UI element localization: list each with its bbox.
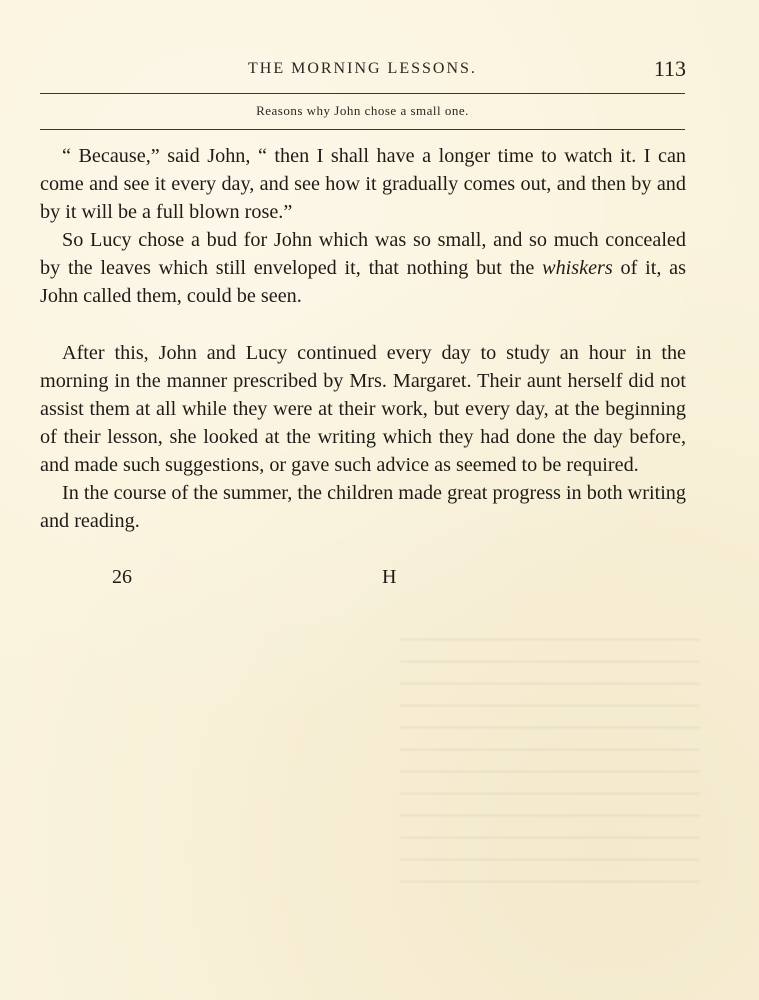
paragraph-4-text: In the course of the summer, the children made great progress in both writing and reading.: [40, 482, 686, 533]
paragraph-3: [40, 339, 686, 479]
paragraph-2-text-a: So Lucy chose a bud for John which was so small, and so much concealed by the leaves which still enveloped it, that nothing but the: [40, 229, 686, 280]
signature-number: 26: [112, 566, 132, 588]
paper-showthrough: [400, 620, 700, 900]
paragraph-3-text: After this, John and Lucy continued every day to study an hour in the morning in the manner prescribed by Mrs. Margaret. Their aunt herself did not assist them at all while they were at their work, but every day, at the beginning of their lesson, she looked at the writing which they had done the day before, and made such suggestions, or gave such advice as seemed to be required.: [40, 341, 686, 476]
paragraph-2-italic-word: whiskers: [542, 257, 613, 280]
paragraph-2: [40, 226, 686, 310]
body-text: [40, 142, 686, 535]
page-number: 113: [653, 56, 686, 81]
header-rule-top: [40, 93, 685, 94]
running-head: [40, 56, 686, 80]
signature-line: [40, 566, 686, 592]
running-title: THE MORNING LESSONS.: [248, 60, 477, 77]
marginal-note: Reasons why John chose a small one.: [256, 103, 469, 118]
paragraph-2-text-b: of it, as John called them, could be seen.: [40, 257, 686, 308]
signature-letter: H: [382, 566, 397, 588]
section-break: [40, 311, 686, 339]
paragraph-1-text: “ Because,” said John, “ then I shall have a longer time to watch it. I can come and see it every day, and see how it gradually comes out, and then by and by it will be a full blown rose.”: [40, 145, 686, 224]
paragraph-1: [40, 142, 686, 226]
header-rule-bottom: [40, 129, 685, 130]
paragraph-4: [40, 479, 686, 535]
